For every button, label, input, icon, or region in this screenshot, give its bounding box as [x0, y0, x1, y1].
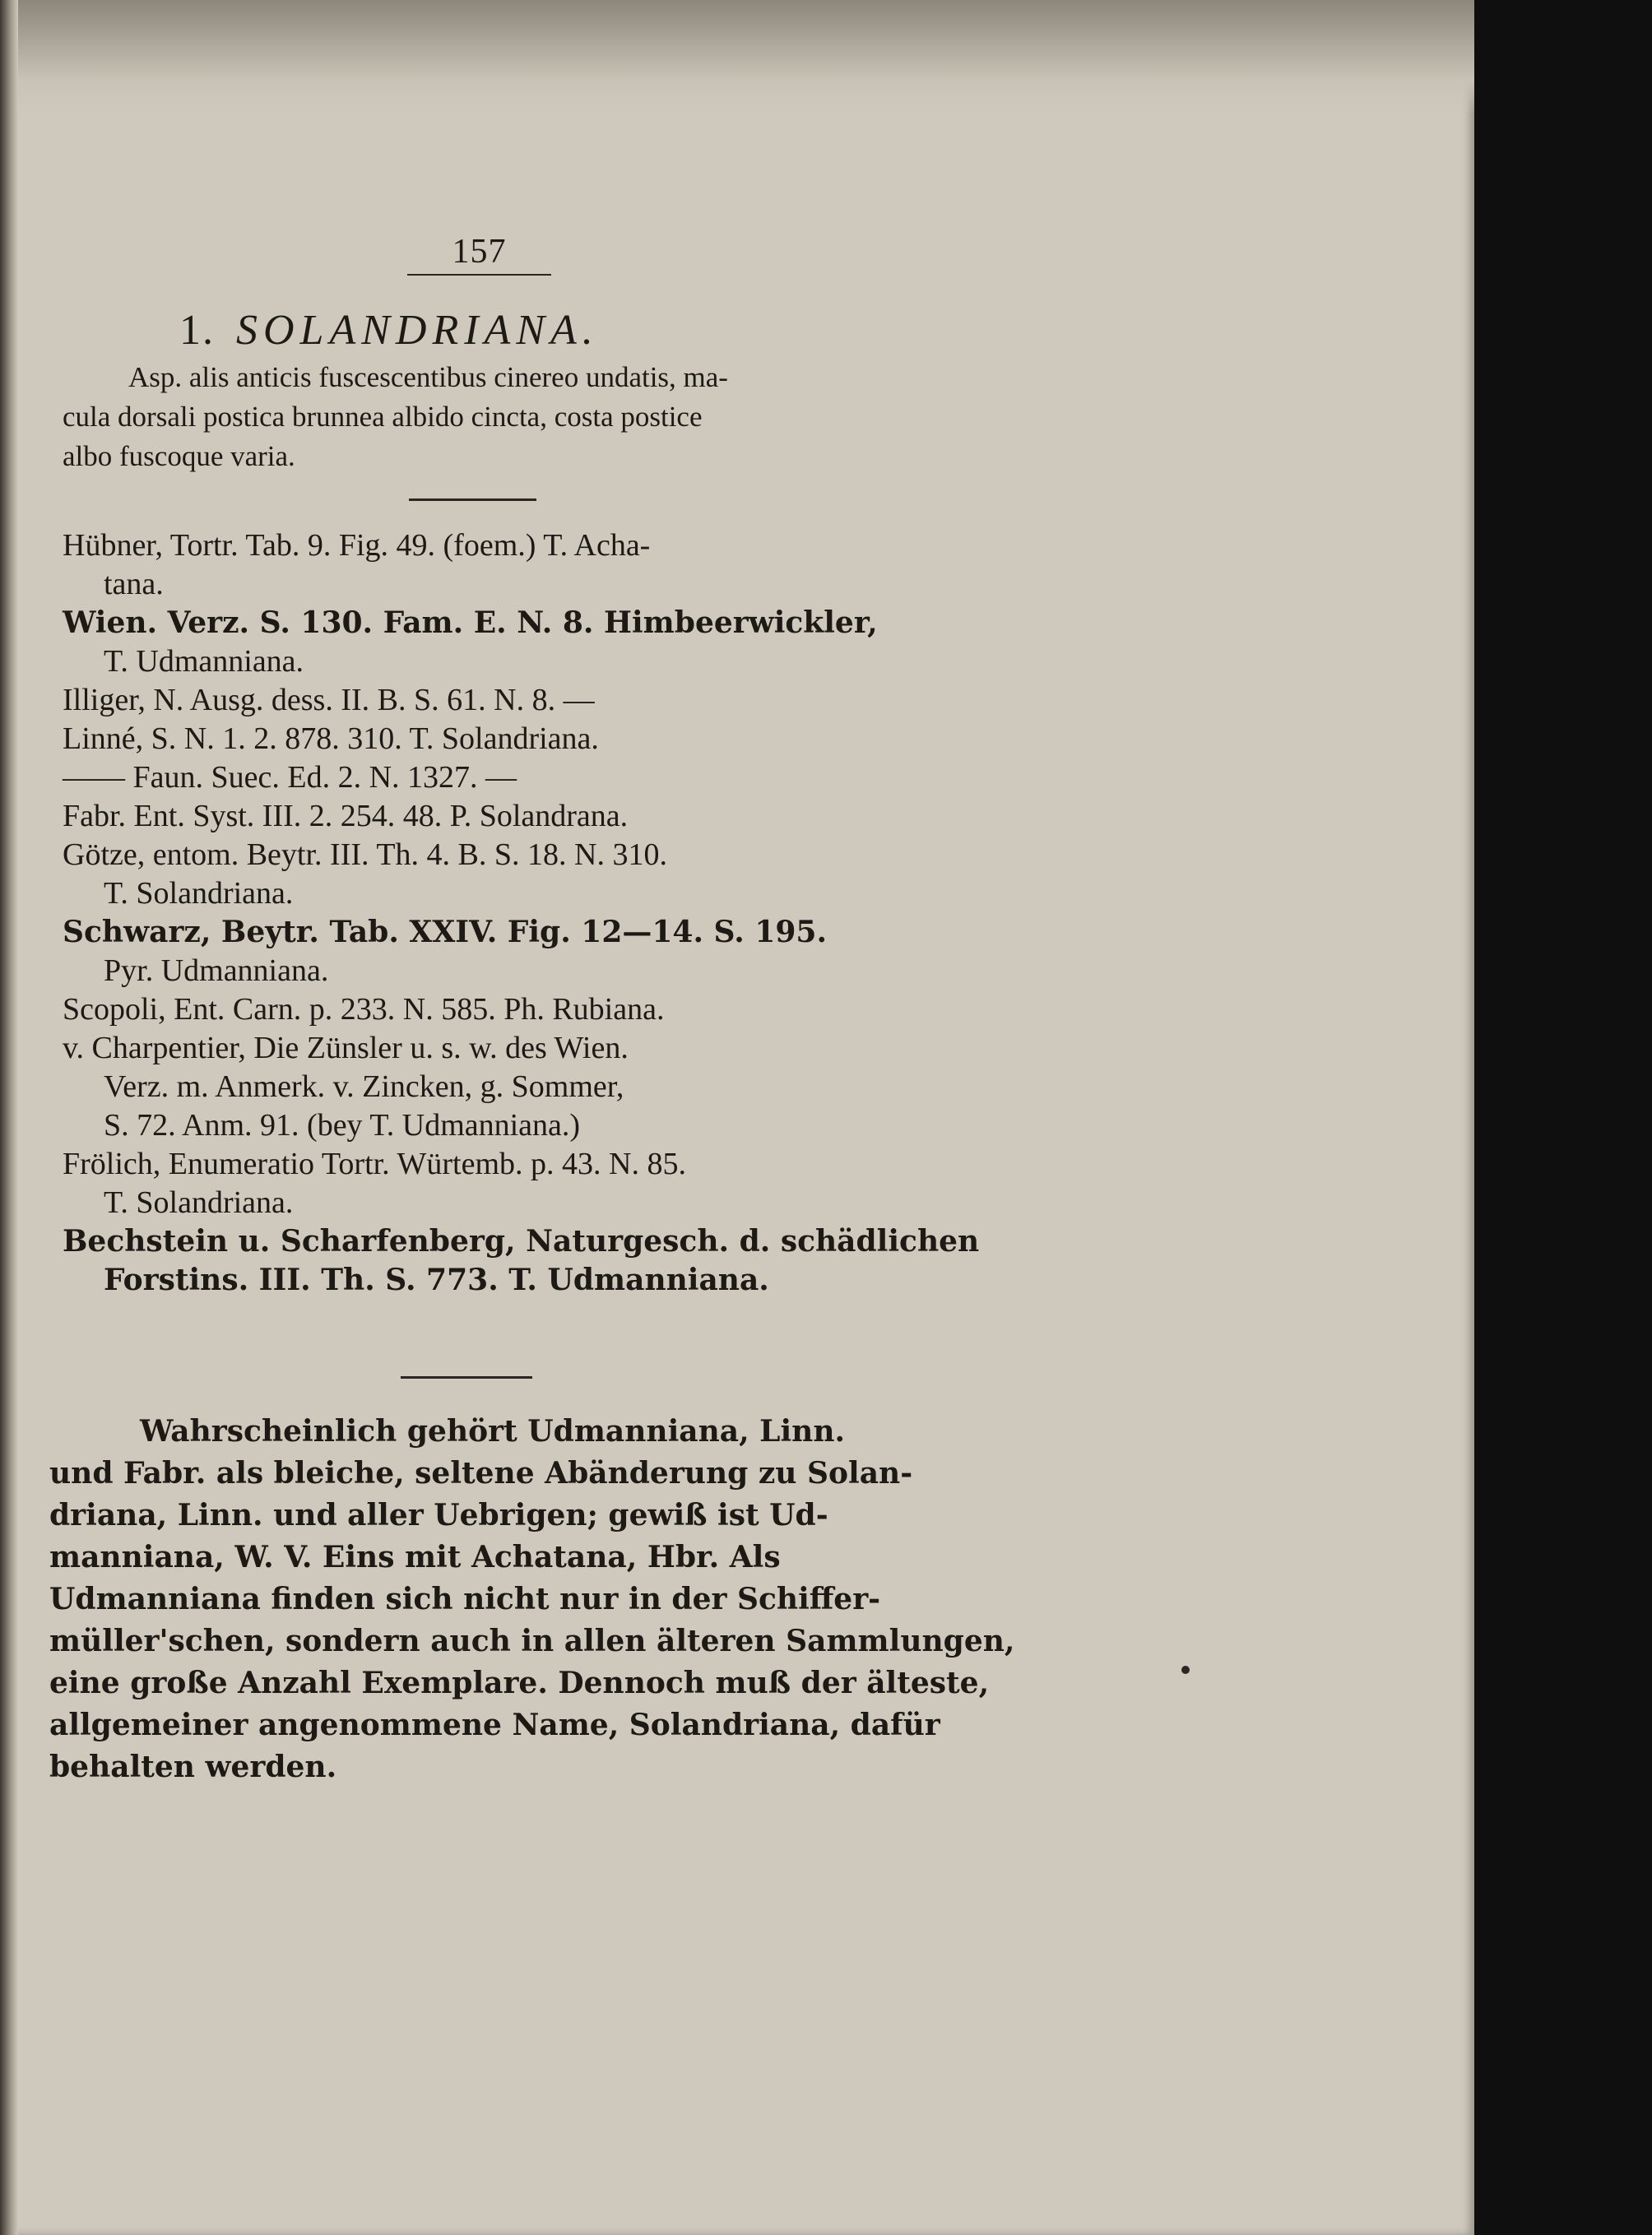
remarks-line: eine große Anzahl Exemplare. Dennoch muß der älteste, [49, 1666, 990, 1700]
reference-text: Fabr. Ent. Syst. III. 2. 254. 48. P. Solandrana. [63, 799, 629, 833]
reference-continuation: Verz. m. Anmerk. v. Zincken, g. Sommer, [104, 1069, 624, 1104]
reference-text: Illiger, N. Ausg. dess. II. B. S. 61. N. 8. — [63, 683, 595, 717]
reference-text: S. 72. Anm. 91. (bey T. Udmanniana.) [104, 1108, 581, 1143]
diagnosis-line: cula dorsali postica brunnea albido cincta, costa postice [63, 401, 703, 433]
ink-speck [1181, 1666, 1190, 1674]
diagnosis-line: albo fuscoque varia. [63, 440, 295, 472]
reference-entry [63, 990, 902, 1029]
reference-text: Frölich, Enumeratio Tortr. Würtemb. p. 43. N. 85. [63, 1147, 686, 1181]
remarks-line: allgemeiner angenommene Name, Solandriana, dafür [49, 1708, 940, 1742]
reference-continuation: T. Solandriana. [104, 1185, 294, 1220]
diagnosis-line: Asp. alis anticis fuscescentibus cinereo undatis, ma- [128, 361, 728, 393]
reference-entry [63, 797, 902, 836]
heading-number: 1. [179, 307, 215, 354]
reference-entry [63, 913, 902, 990]
reference-continuation: Forstins. III. Th. S. 773. T. Udmanniana. [104, 1263, 769, 1297]
page-number: 157 [452, 233, 507, 271]
reference-continuation: Pyr. Udmanniana. [104, 953, 329, 988]
reference-text: Linné, S. N. 1. 2. 878. 310. T. Solandriana. [63, 721, 599, 756]
page-binding-edge [0, 0, 18, 2235]
remarks-line: Wahrscheinlich gehört Udmanniana, Linn. [140, 1414, 846, 1449]
reference-entry [63, 1106, 902, 1145]
references-list [63, 526, 980, 1300]
section-divider [401, 1376, 532, 1379]
remarks-line: Udmanniana finden sich nicht nur in der Schiffer- [49, 1582, 881, 1616]
reference-text: v. Charpentier, Die Zünsler u. s. w. des Wien. [63, 1031, 629, 1065]
remarks-line: behalten werden. [49, 1750, 337, 1784]
remarks-line: driana, Linn. und aller Uebrigen; gewiß ist Ud- [49, 1498, 828, 1533]
reference-text: Götze, entom. Beytr. III. Th. 4. B. S. 18. N. 310. [63, 837, 667, 872]
page-number-rule [407, 274, 551, 276]
reference-entry [63, 526, 902, 604]
reference-entry [63, 604, 902, 681]
remarks-paragraph [49, 1411, 1015, 1788]
reference-entry [63, 1145, 902, 1222]
remarks-line: und Fabr. als bleiche, seltene Abänderung zu Solan- [49, 1456, 913, 1491]
section-divider [409, 498, 536, 501]
reference-text: Bechstein u. Scharfenberg, Naturgesch. d. schädlichen [63, 1224, 980, 1259]
remarks-line: müller'schen, sondern auch in allen älteren Sammlungen, [49, 1624, 1015, 1658]
reference-text: Schwarz, Beytr. Tab. XXIV. Fig. 12—14. S. 195. [63, 915, 828, 949]
reference-entry [63, 836, 902, 913]
reference-entry [63, 681, 902, 720]
page-top-shadow [0, 0, 1474, 115]
heading-title: SOLANDRIANA. [236, 307, 599, 354]
reference-text: Scopoli, Ent. Carn. p. 233. N. 585. Ph. Rubiana. [63, 992, 665, 1027]
reference-entry [63, 720, 902, 758]
reference-text: —— Faun. Suec. Ed. 2. N. 1327. — [63, 760, 517, 795]
reference-text: Wien. Verz. S. 130. Fam. E. N. 8. Himbeerwickler, [63, 605, 878, 640]
reference-continuation: T. Solandriana. [104, 876, 294, 911]
reference-continuation: T. Udmanniana. [104, 644, 304, 679]
reference-entry [63, 758, 902, 797]
reference-continuation: tana. [104, 567, 164, 601]
reference-text: Hübner, Tortr. Tab. 9. Fig. 49. (foem.) T. Acha- [63, 528, 651, 563]
remarks-line: manniana, W. V. Eins mit Achatana, Hbr. Als [49, 1540, 781, 1574]
species-heading [179, 306, 599, 355]
reference-entry [63, 1222, 980, 1300]
diagnosis [63, 358, 898, 476]
reference-entry [63, 1029, 902, 1106]
